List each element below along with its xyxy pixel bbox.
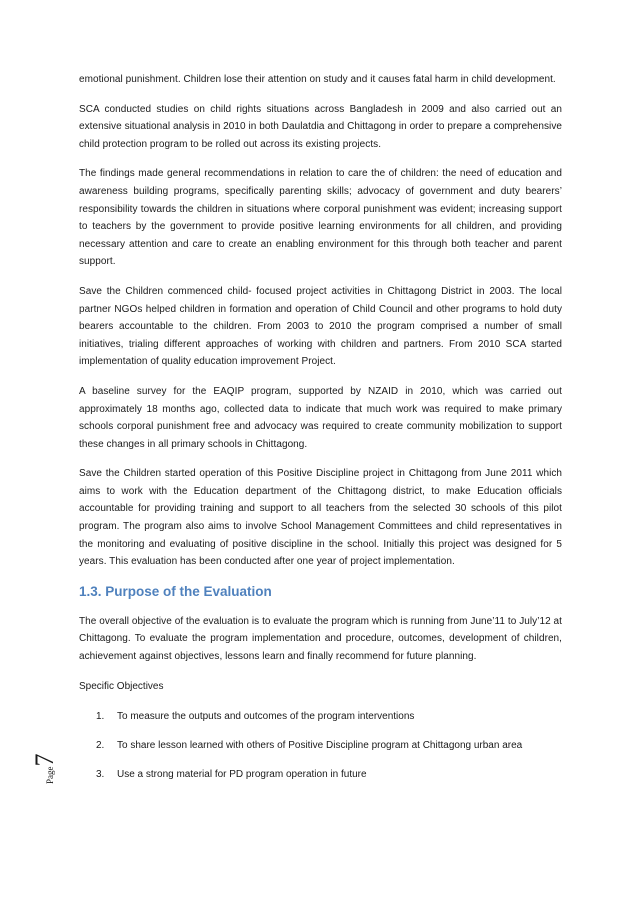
section-heading: 1.3. Purpose of the Evaluation: [79, 583, 272, 599]
paragraph: A baseline survey for the EAQIP program, supported by NZAID in 2010, which was carried out approximately 18 months ago, collected data to indicate that much work was required to make primary schools corporal punishment free and advocacy was required to create community mobilization to support these changes in all primary schools in Chittagong.: [79, 385, 562, 450]
paragraph: SCA conducted studies on child rights situations across Bangladesh in 2009 and also carried out an extensive situational analysis in 2010 in both Daulatdia and Chittagong in order to prepare a comprehensive child protection program to be rolled out across its existing projects.: [79, 103, 562, 150]
list-number: 3.: [96, 768, 105, 780]
list-item: [79, 709, 562, 725]
paragraph: The findings made general recommendations in relation to care the of children: the need of education and awareness building programs, specifically parenting skills; advocacy of government and duty bearers’ responsibility towards the children in situations where corporal punishment was evident; increasing support to teachers by the government to provide positive learning environments for all children, and providing necessary attention and care to create an enabling environment for this through both teacher and parent support.: [79, 168, 562, 268]
page-number-label: [30, 732, 66, 784]
list-number: 1.: [96, 710, 105, 722]
list-text: To measure the outputs and outcomes of the program interventions: [117, 710, 415, 722]
page-number-rotated: [30, 754, 60, 785]
list-text: Use a strong material for PD program operation in future: [117, 768, 367, 780]
section-paragraph: The overall objective of the evaluation is to evaluate the program which is running from June’11 to July’12 at Chittagong. To evaluate the program implementation and procedure, outcomes, development of children, achievement against objectives, lessons learn and finally recommend for future planning.: [79, 615, 562, 663]
page-word: Page: [45, 766, 55, 784]
paragraph: Save the Children commenced child- focused project activities in Chittagong District in 2003. The local partner NGOs helped children in formation and operation of Child Council and other programs to hold duty bearers accountable to the children. From 2003 to 2010 the program comprised a number of small initiatives, trialing different approaches of working with children and partners. From 2010 SCA started implementation of quality education improvement Project.: [79, 285, 562, 368]
list-text: To share lesson learned with others of Positive Discipline program at Chittagong urban area: [117, 739, 523, 751]
objectives-list: [79, 709, 562, 783]
paragraph: emotional punishment. Children lose their attention on study and it causes fatal harm in child development.: [79, 74, 556, 85]
list-item: [79, 767, 562, 783]
document-body: [79, 71, 562, 796]
list-item: [79, 738, 562, 754]
page-number: 7: [30, 753, 59, 767]
objectives-subheading: Specific Objectives: [79, 680, 164, 692]
list-number: 2.: [96, 739, 105, 751]
paragraph: Save the Children started operation of this Positive Discipline project in Chittagong from June 2011 which aims to work with the Education department of the Chittagong district, to make Education officials accountable for providing training and support to all teachers from the selected 30 schools of this pilot program. The program also aims to involve School Management Committees and child representatives in the monitoring and evaluating of positive discipline in the school. Initially this project was designed for 5 years. This evaluation has been conducted after one year of project implementation.: [79, 468, 562, 568]
